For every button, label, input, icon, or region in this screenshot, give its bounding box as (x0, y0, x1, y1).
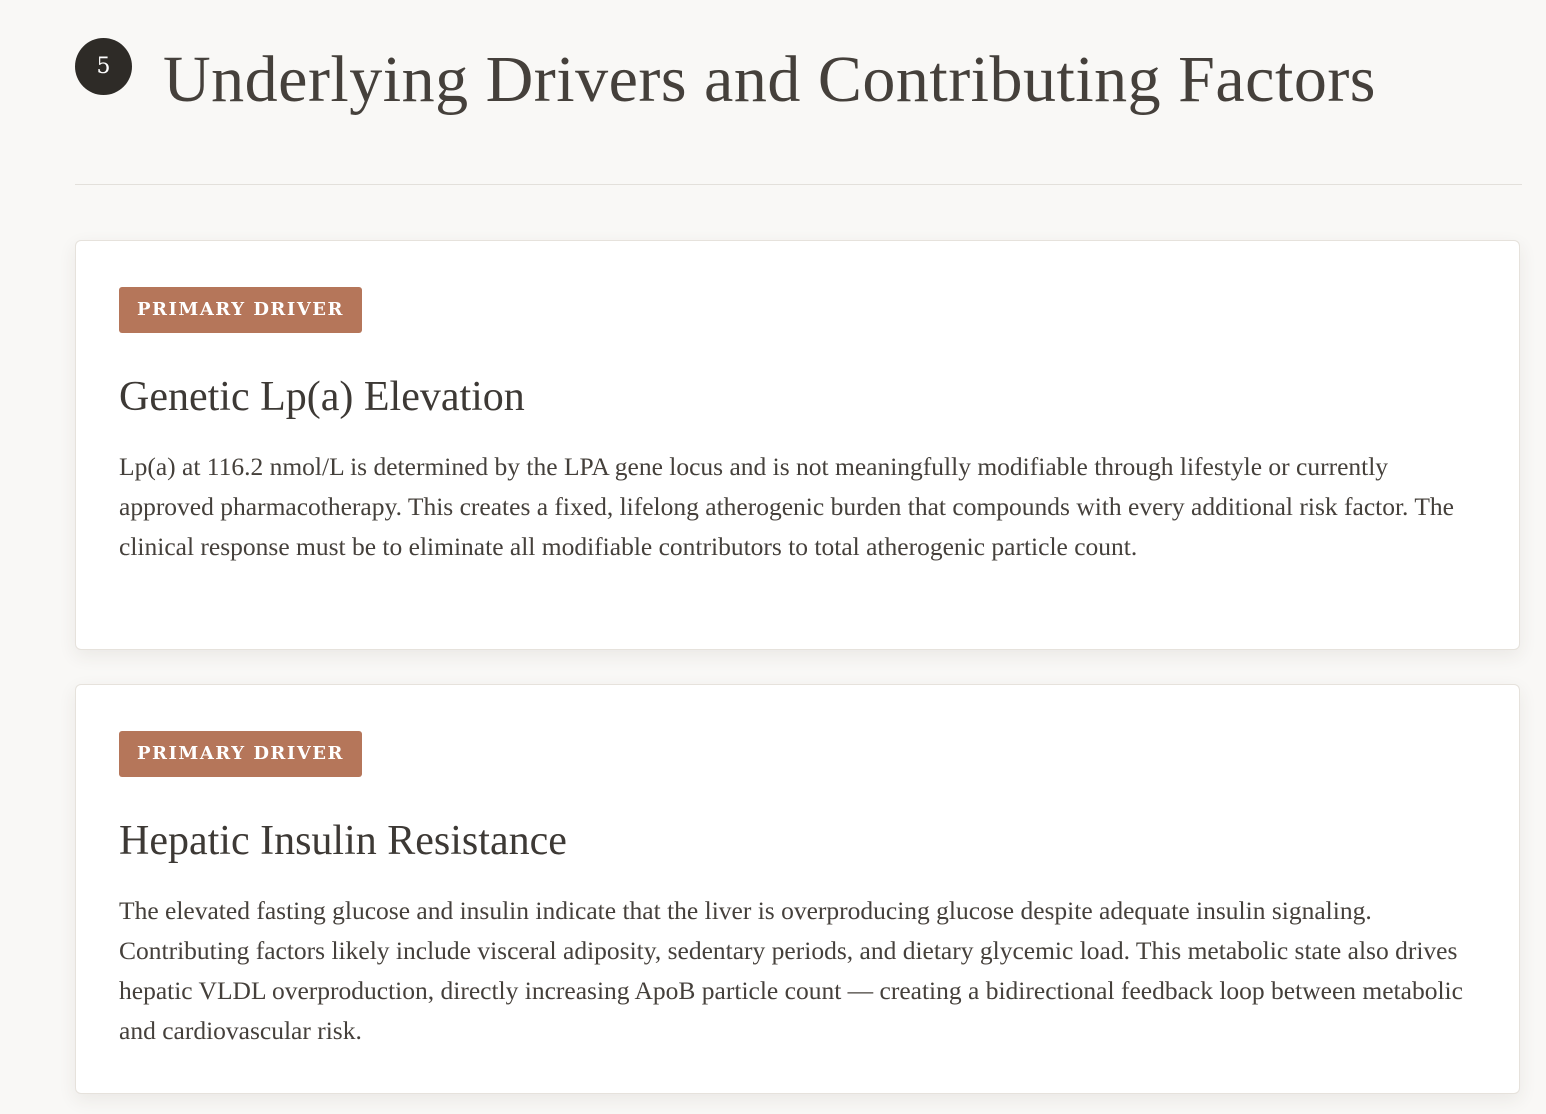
section-number-badge: 5 (75, 38, 132, 95)
page-title: Underlying Drivers and Contributing Factors (163, 43, 1376, 116)
section-divider (75, 184, 1522, 185)
driver-card-description: The elevated fasting glucose and insulin indicate that the liver is overproducing glucose despite adequate insulin signaling. Contributing factors likely include visceral adiposity, sedentary periods, and dietary glycemic load. This metabolic state also drives hepatic VLDL overproduction, directly increasing ApoB particle count — creating a bidirectional feedback loop between metabolic and cardiovascular risk. (119, 896, 1463, 1045)
primary-driver-badge: PRIMARY DRIVER (119, 731, 362, 777)
primary-driver-badge: PRIMARY DRIVER (119, 287, 362, 333)
section-header (75, 30, 1522, 130)
driver-card-description: Lp(a) at 116.2 nmol/L is determined by the LPA gene locus and is not meaningfully modifiable through lifestyle or currently approved pharmacotherapy. This creates a fixed, lifelong atherogenic burden that compounds with every additional risk factor. The clinical response must be to eliminate all modifiable contributors to total atherogenic particle count. (119, 452, 1454, 561)
driver-card-genetic-lpa (75, 240, 1520, 650)
driver-card-hepatic-insulin-resistance (75, 684, 1520, 1094)
driver-card-title: Genetic Lp(a) Elevation (119, 374, 525, 420)
driver-card-title: Hepatic Insulin Resistance (119, 818, 567, 864)
